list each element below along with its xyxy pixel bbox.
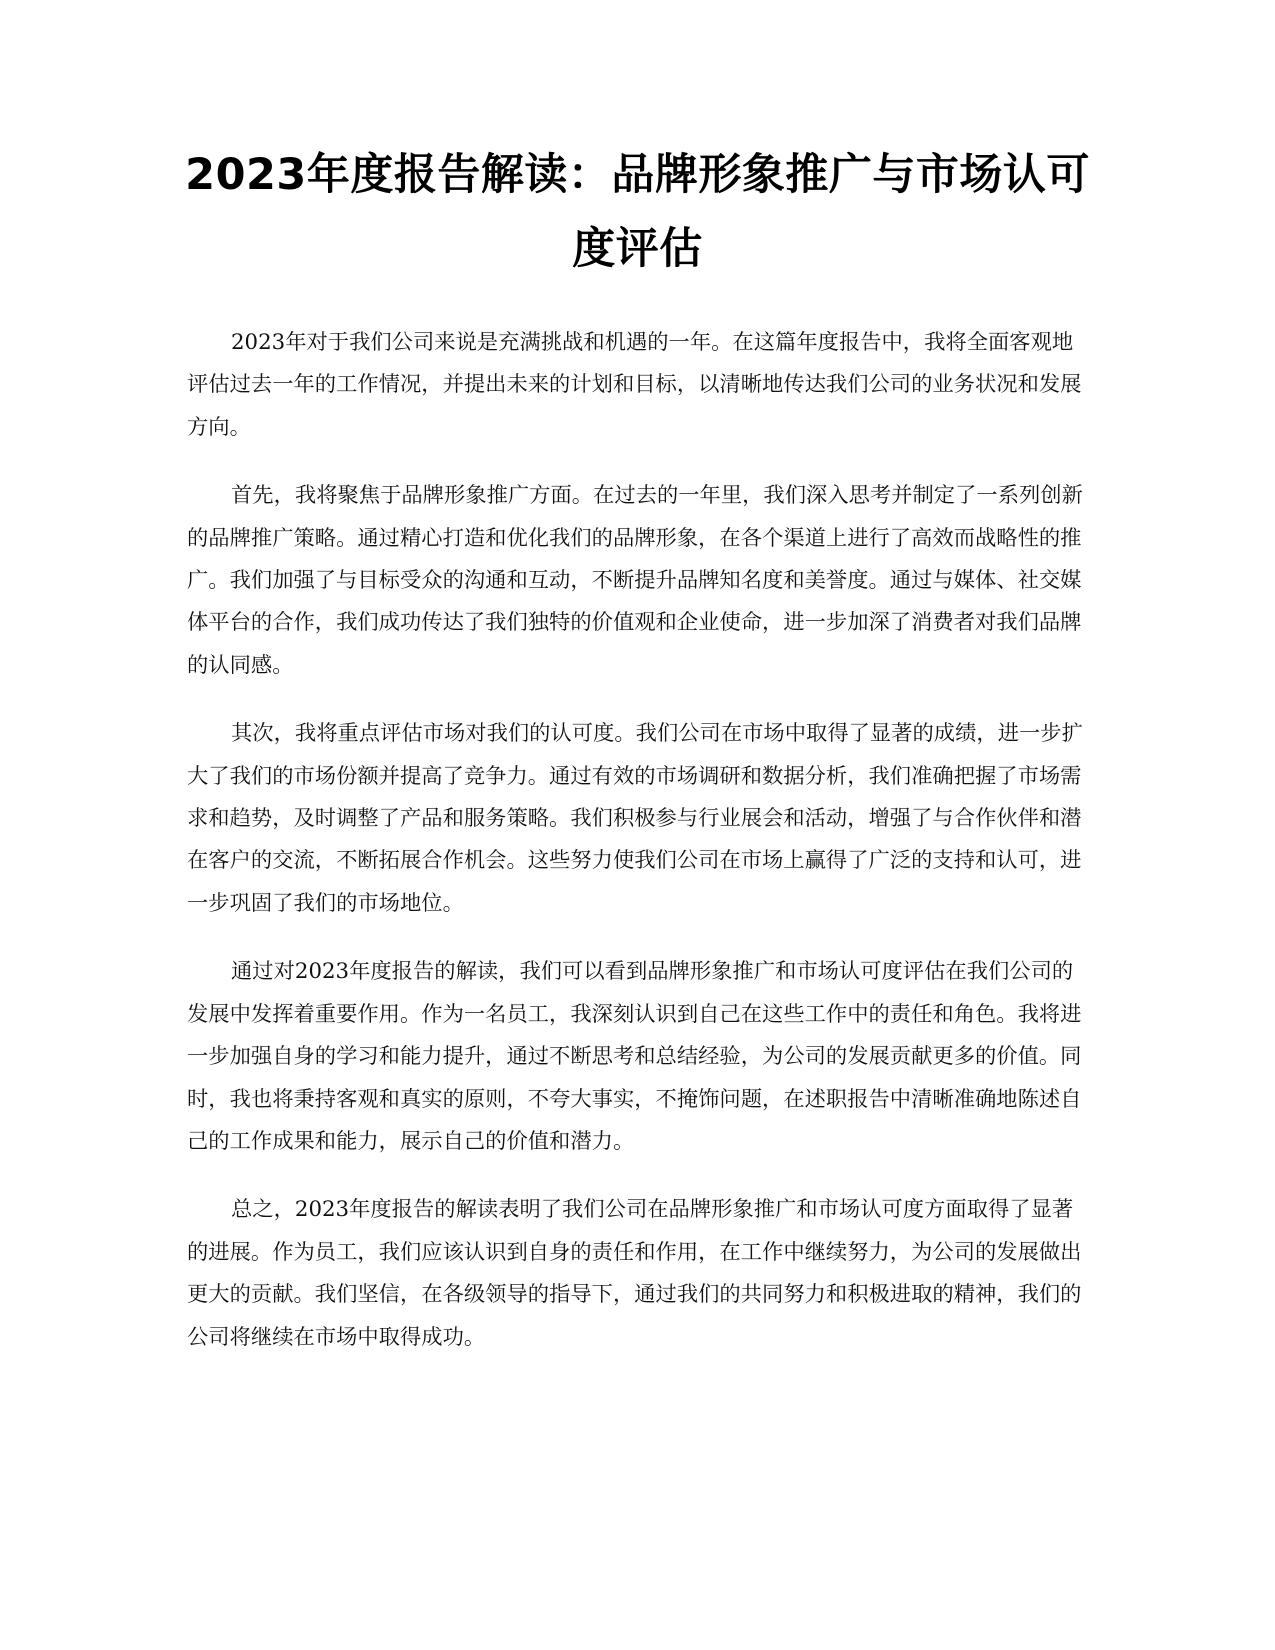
paragraph-conclusion: 总之，2023年度报告的解读表明了我们公司在品牌形象推广和市场认可度方面取得了显著的进展。作为员工，我们应该认识到自身的责任和作用，在工作中继续努力，为公司的发展做出更大的贡献。我们坚信，在各级领导的指导下，通过我们的共同努力和积极进取的精神，我们的公司将继续在市场中取得成功。 <box>187 1197 1082 1350</box>
paragraph-brand-promotion: 首先，我将聚焦于品牌形象推广方面。在过去的一年里，我们深入思考并制定了一系列创新的品牌推广策略。通过精心打造和优化我们的品牌形象，在各个渠道上进行了高效而战略性的推广。我们加强了与目标受众的沟通和互动，不断提升品牌知名度和美誉度。通过与媒体、社交媒体平台的合作，我们成功传达了我们独特的价值观和企业使命，进一步加深了消费者对我们品牌的认同感。 <box>187 483 1083 678</box>
document-body <box>187 322 1087 1385</box>
document-title: 2023年度报告解读：品牌形象推广与市场认可度评估 <box>185 150 1090 274</box>
paragraph-employee-role: 通过对2023年度报告的解读，我们可以看到品牌形象推广和市场认可度评估在我们公司的发展中发挥着重要作用。作为一名员工，我深刻认识到自己在这些工作中的责任和角色。我将进一步加强自身的学习和能力提升，通过不断思考和总结经验，为公司的发展贡献更多的价值。同时，我也将秉持客观和真实的原则，不夸大事实，不掩饰问题，在述职报告中清晰准确地陈述自己的工作成果和能力，展示自己的价值和潜力。 <box>187 959 1082 1154</box>
paragraph-intro: 2023年对于我们公司来说是充满挑战和机遇的一年。在这篇年度报告中，我将全面客观地评估过去一年的工作情况，并提出未来的计划和目标，以清晰地传达我们公司的业务状况和发展方向。 <box>187 330 1082 440</box>
paragraph-market-recognition: 其次，我将重点评估市场对我们的认可度。我们公司在市场中取得了显著的成绩，进一步扩大了我们的市场份额并提高了竞争力。通过有效的市场调研和数据分析，我们准确把握了市场需求和趋势，及时调整了产品和服务策略。我们积极参与行业展会和活动，增强了与合作伙伴和潜在客户的交流，不断拓展合作机会。这些努力使我们公司在市场上赢得了广泛的支持和认可，进一步巩固了我们的市场地位。 <box>187 721 1083 916</box>
